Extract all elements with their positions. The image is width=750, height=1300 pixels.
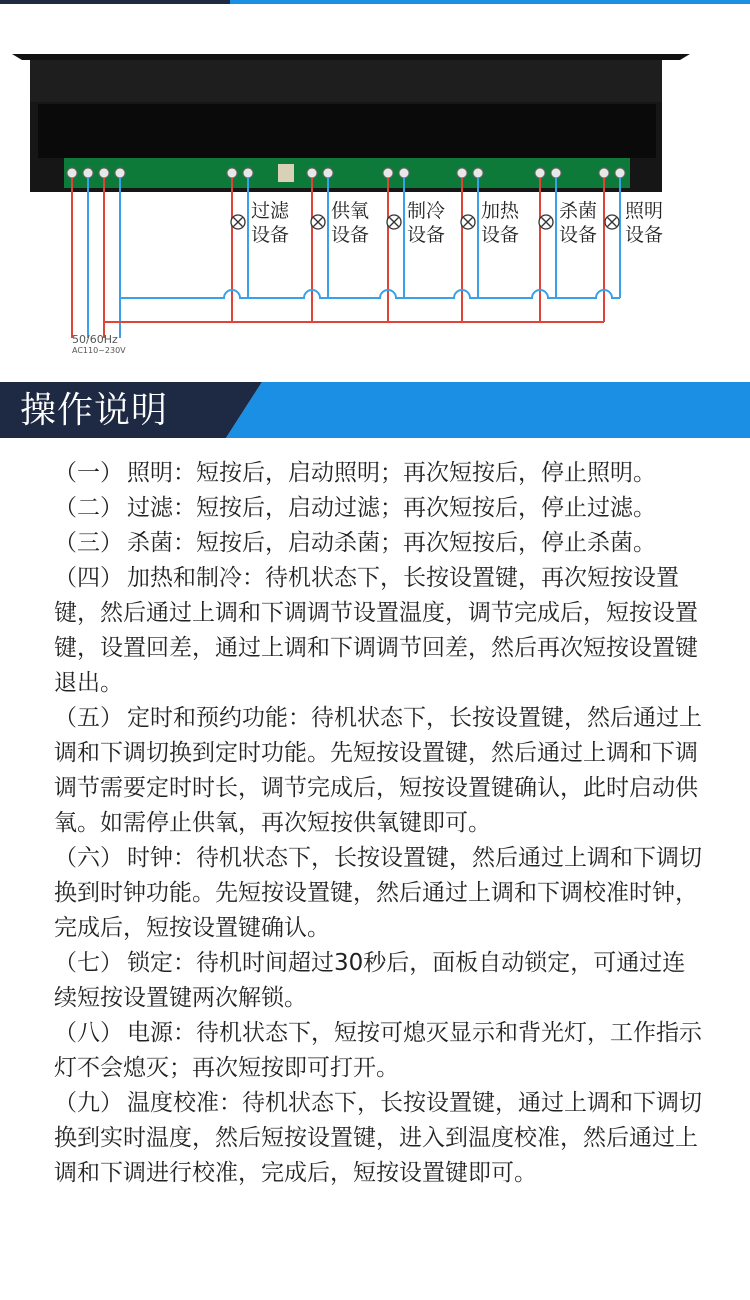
power-terminal-screw [99, 168, 109, 178]
device-label-line2: 设备 [481, 224, 520, 246]
device-label-line2: 设备 [625, 224, 664, 246]
instruction-item [54, 841, 704, 946]
device-terminal-screw [227, 168, 237, 178]
instruction-number: （二） [54, 495, 123, 521]
device-label-line2: 设备 [251, 224, 290, 246]
device-terminal-screw [535, 168, 545, 178]
instruction-text: 过滤：短按后，启动过滤；再次短按后，停止过滤。 [127, 495, 656, 521]
instruction-item [54, 946, 704, 1016]
device-labels [231, 200, 663, 246]
device-label-line1: 过滤 [251, 200, 290, 222]
device-terminal-screw [473, 168, 483, 178]
device-terminal-screw [383, 168, 393, 178]
instruction-item [54, 526, 704, 561]
instruction-number: （三） [54, 530, 123, 556]
banner-blue-shape [226, 382, 750, 438]
device-terminal-screw [323, 168, 333, 178]
instructions-list [54, 456, 704, 1191]
instruction-number: （五） [54, 705, 123, 731]
section-title: 操作说明 [20, 390, 169, 431]
instruction-text: 锁定：待机时间超过30秒后，面板自动锁定，可通过连续短按设置键两次解锁。 [54, 950, 686, 1011]
instruction-number: （六） [54, 845, 123, 871]
power-terminal-screw [83, 168, 93, 178]
instruction-item [54, 491, 704, 526]
instruction-text: 电源：待机状态下，短按可熄灭显示和背光灯，工作指示灯不会熄灭；再次短按即可打开。 [54, 1020, 702, 1081]
instruction-text: 时钟：待机状态下，长按设置键，然后通过上调和下调切换到时钟功能。先短按设置键，然后通过上调和下调校准时钟，完成后，短按设置键确认。 [54, 845, 702, 941]
device-label-line2: 设备 [559, 224, 598, 246]
controller-front-panel [38, 104, 656, 158]
instruction-number: （七） [54, 950, 123, 976]
device-terminal-screw [243, 168, 253, 178]
instruction-text: 加热和制冷：待机状态下，长按设置键，再次短按设置键，然后通过上调和下调调节设置温度，调节完成后，短按设置键，设置回差，通过上调和下调调节回差，然后再次短按设置键退出。 [54, 565, 698, 696]
device-terminal-screw [551, 168, 561, 178]
device-terminal-screw [307, 168, 317, 178]
device-label-line2: 设备 [331, 224, 370, 246]
instruction-item [54, 701, 704, 841]
device-label-line1: 照明 [625, 200, 664, 222]
instruction-number: （四） [54, 565, 123, 591]
instruction-number: （九） [54, 1090, 123, 1116]
instruction-text: 定时和预约功能：待机状态下，长按设置键，然后通过上调和下调切换到定时功能。先短按设置键，然后通过上调和下调调节需要定时时长，调节完成后，短按设置键确认，此时启动供氧。如需停止供氧，再次短按供氧键即可。 [54, 705, 702, 836]
instruction-item [54, 1086, 704, 1191]
instruction-number: （一） [54, 460, 123, 486]
device-terminal-screw [599, 168, 609, 178]
device-label-line1: 杀菌 [559, 200, 598, 222]
power-terminal-screw [115, 168, 125, 178]
instruction-text: 温度校准：待机状态下，长按设置键，通过上调和下调切换到实时温度，然后短按设置键，进入到温度校准，然后通过上调和下调进行校准，完成后，短按设置键即可。 [54, 1090, 702, 1186]
device-label-line1: 制冷 [407, 200, 446, 222]
instruction-text: 照明：短按后，启动照明；再次短按后，停止照明。 [127, 460, 656, 486]
instruction-number: （八） [54, 1020, 123, 1046]
device-terminal-screw [615, 168, 625, 178]
voltage-range: AC110~230V [72, 346, 126, 355]
instruction-item [54, 1016, 704, 1086]
voltage-frequency: 50/60Hz [72, 333, 118, 346]
instruction-text: 杀菌：短按后，启动杀菌；再次短按后，停止杀菌。 [127, 530, 656, 556]
device-label-line1: 加热 [481, 200, 520, 222]
controller-upper-band [30, 60, 662, 102]
instruction-item [54, 456, 704, 491]
board-chip [278, 164, 294, 182]
device-label-line1: 供氧 [331, 200, 370, 222]
instruction-item [54, 561, 704, 701]
device-label-line2: 设备 [407, 224, 446, 246]
neutral-bus-wire [120, 290, 620, 298]
controller-top-lip [12, 54, 690, 60]
wiring-diagram [0, 4, 750, 380]
device-terminal-screw [399, 168, 409, 178]
power-terminal-screw [67, 168, 77, 178]
device-terminal-screw [457, 168, 467, 178]
